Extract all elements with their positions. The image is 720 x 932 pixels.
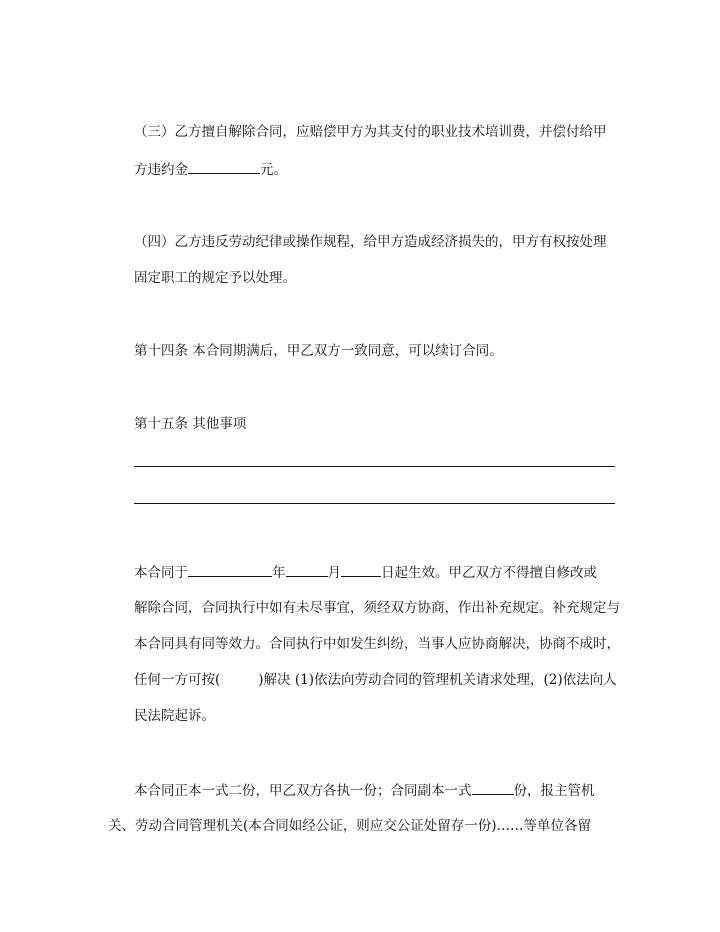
effect-line4-a: 任何一方可按( <box>134 672 221 688</box>
para3-line2-suffix: 元。 <box>260 162 287 178</box>
article15-title: 第十五条 其他事项 <box>134 416 247 432</box>
effect-line5: 民法院起诉。 <box>134 708 215 724</box>
effect-line3: 本合同具有同等效力。合同执行中如发生纠纷，当事人应协商解决，协商不成时， <box>134 636 620 652</box>
effect-line1-d: 日起生效。甲乙双方不得擅自修改或 <box>381 565 597 581</box>
effect-line1 <box>134 562 597 582</box>
para4-line2: 固定职工的规定予以处理。 <box>134 270 296 286</box>
effect-line4 <box>134 670 617 690</box>
copies-line2: 关、劳动合同管理机关(本合同如经公证，则应交公证处留存一份)……等单位各留 <box>108 818 592 834</box>
effect-line4-b: )解决 (1)依法向劳动合同的管理机关请求处理，(2)依法向人 <box>258 672 617 688</box>
effect-line1-c: 月 <box>327 565 341 581</box>
penalty-amount-blank[interactable] <box>188 159 260 174</box>
para4-line1: （四）乙方违反劳动纪律或操作规程，给甲方造成经济损失的，甲方有权按处理 <box>134 234 607 250</box>
effective-day-blank[interactable] <box>341 562 381 577</box>
copies-count-blank[interactable] <box>472 780 514 795</box>
para3-line1: （三）乙方擅自解除合同，应赔偿甲方为其支付的职业技术培训费，并偿付给甲 <box>134 124 607 140</box>
copies-line1 <box>134 780 595 800</box>
effect-line1-b: 年 <box>272 565 286 581</box>
other-matters-line-1[interactable] <box>134 466 615 467</box>
copies-line1-b: 份，报主管机 <box>513 783 595 799</box>
copies-line1-a: 本合同正本一式二份，甲乙双方各执一份；合同副本一式 <box>134 783 472 799</box>
other-matters-line-2[interactable] <box>134 503 615 504</box>
effective-month-blank[interactable] <box>286 562 328 577</box>
effect-line2: 解除合同，合同执行中如有未尽事宜，须经双方协商，作出补充规定。补充规定与 <box>134 600 620 616</box>
effect-line1-a: 本合同于 <box>134 565 188 581</box>
article14-text: 第十四条 本合同期满后，甲乙双方一致同意，可以续订合同。 <box>134 343 503 359</box>
effective-year-blank[interactable] <box>188 562 272 577</box>
para3-line2-prefix: 方违约金 <box>134 162 188 178</box>
para3-line2 <box>134 159 287 179</box>
